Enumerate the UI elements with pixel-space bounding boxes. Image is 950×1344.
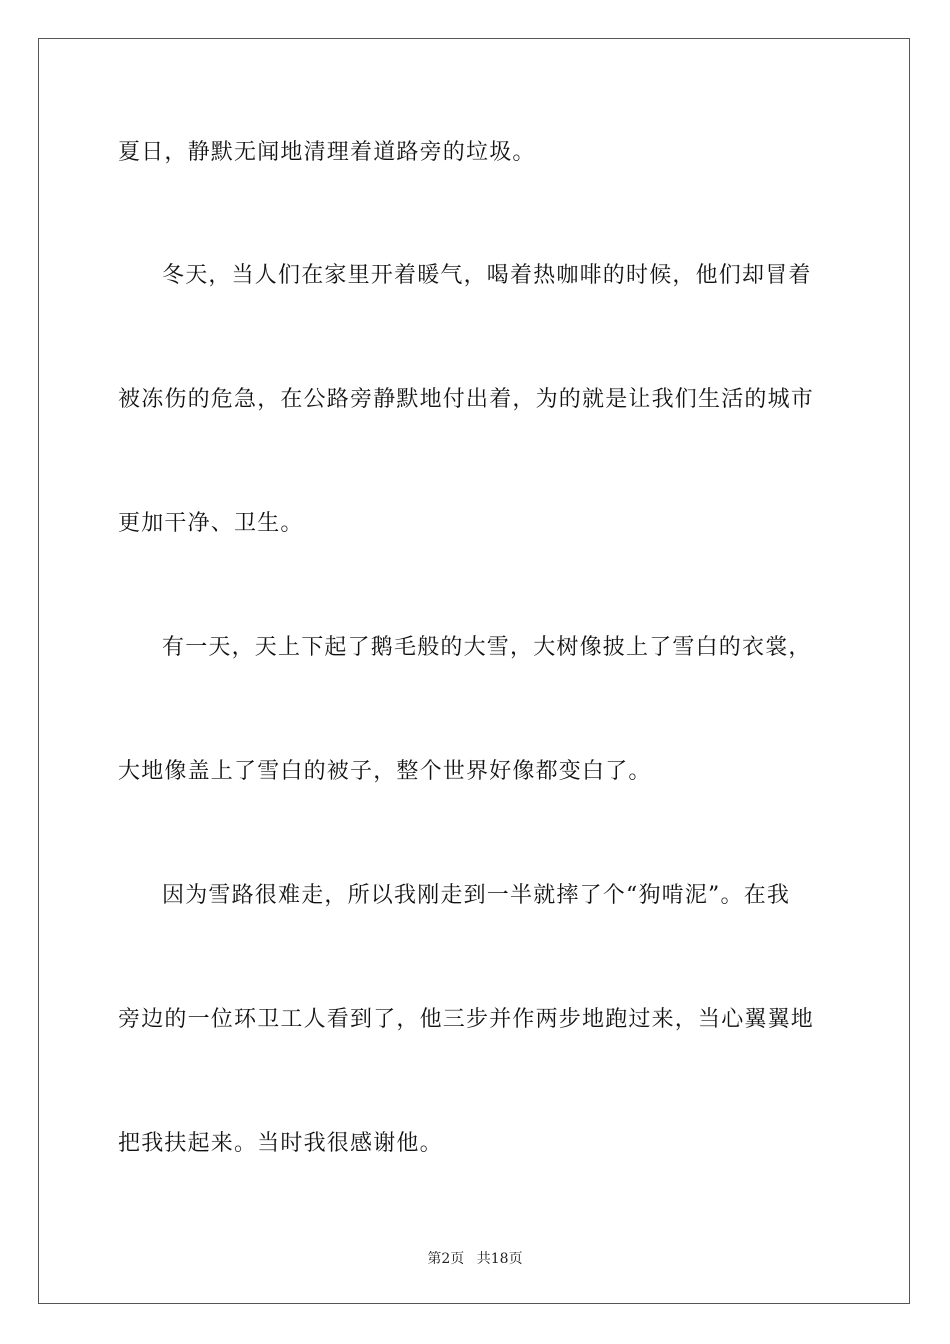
- text-line: 更加干净、卫生。: [118, 511, 304, 536]
- page-footer: [0, 1248, 950, 1268]
- text-line: 被冻伤的危急，在公路旁静默地付出着，为的就是让我们生活的城市: [118, 387, 815, 412]
- text-line: 因为雪路很难走，所以我刚走到一半就摔了个“狗啃泥”。在我: [162, 883, 791, 908]
- text-line: 冬天，当人们在家里开着暖气，喝着热咖啡的时候，他们却冒着: [162, 263, 812, 288]
- text-line: 大地像盖上了雪白的被子，整个世界好像都变白了。: [118, 759, 652, 784]
- text-line: 有一天，天上下起了鹅毛般的大雪，大树像披上了雪白的衣裳，: [162, 635, 812, 660]
- text-line: 把我扶起来。当时我很感谢他。: [118, 1131, 443, 1156]
- text-line: 旁边的一位环卫工人看到了，他三步并作两步地跑过来，当心翼翼地: [118, 1007, 815, 1032]
- text-line: 夏日，静默无闻地清理着道路旁的垃圾。: [118, 140, 536, 165]
- page-number: 第2页: [427, 1251, 465, 1267]
- page-frame: [38, 38, 910, 1304]
- total-pages: 共18页: [476, 1251, 523, 1267]
